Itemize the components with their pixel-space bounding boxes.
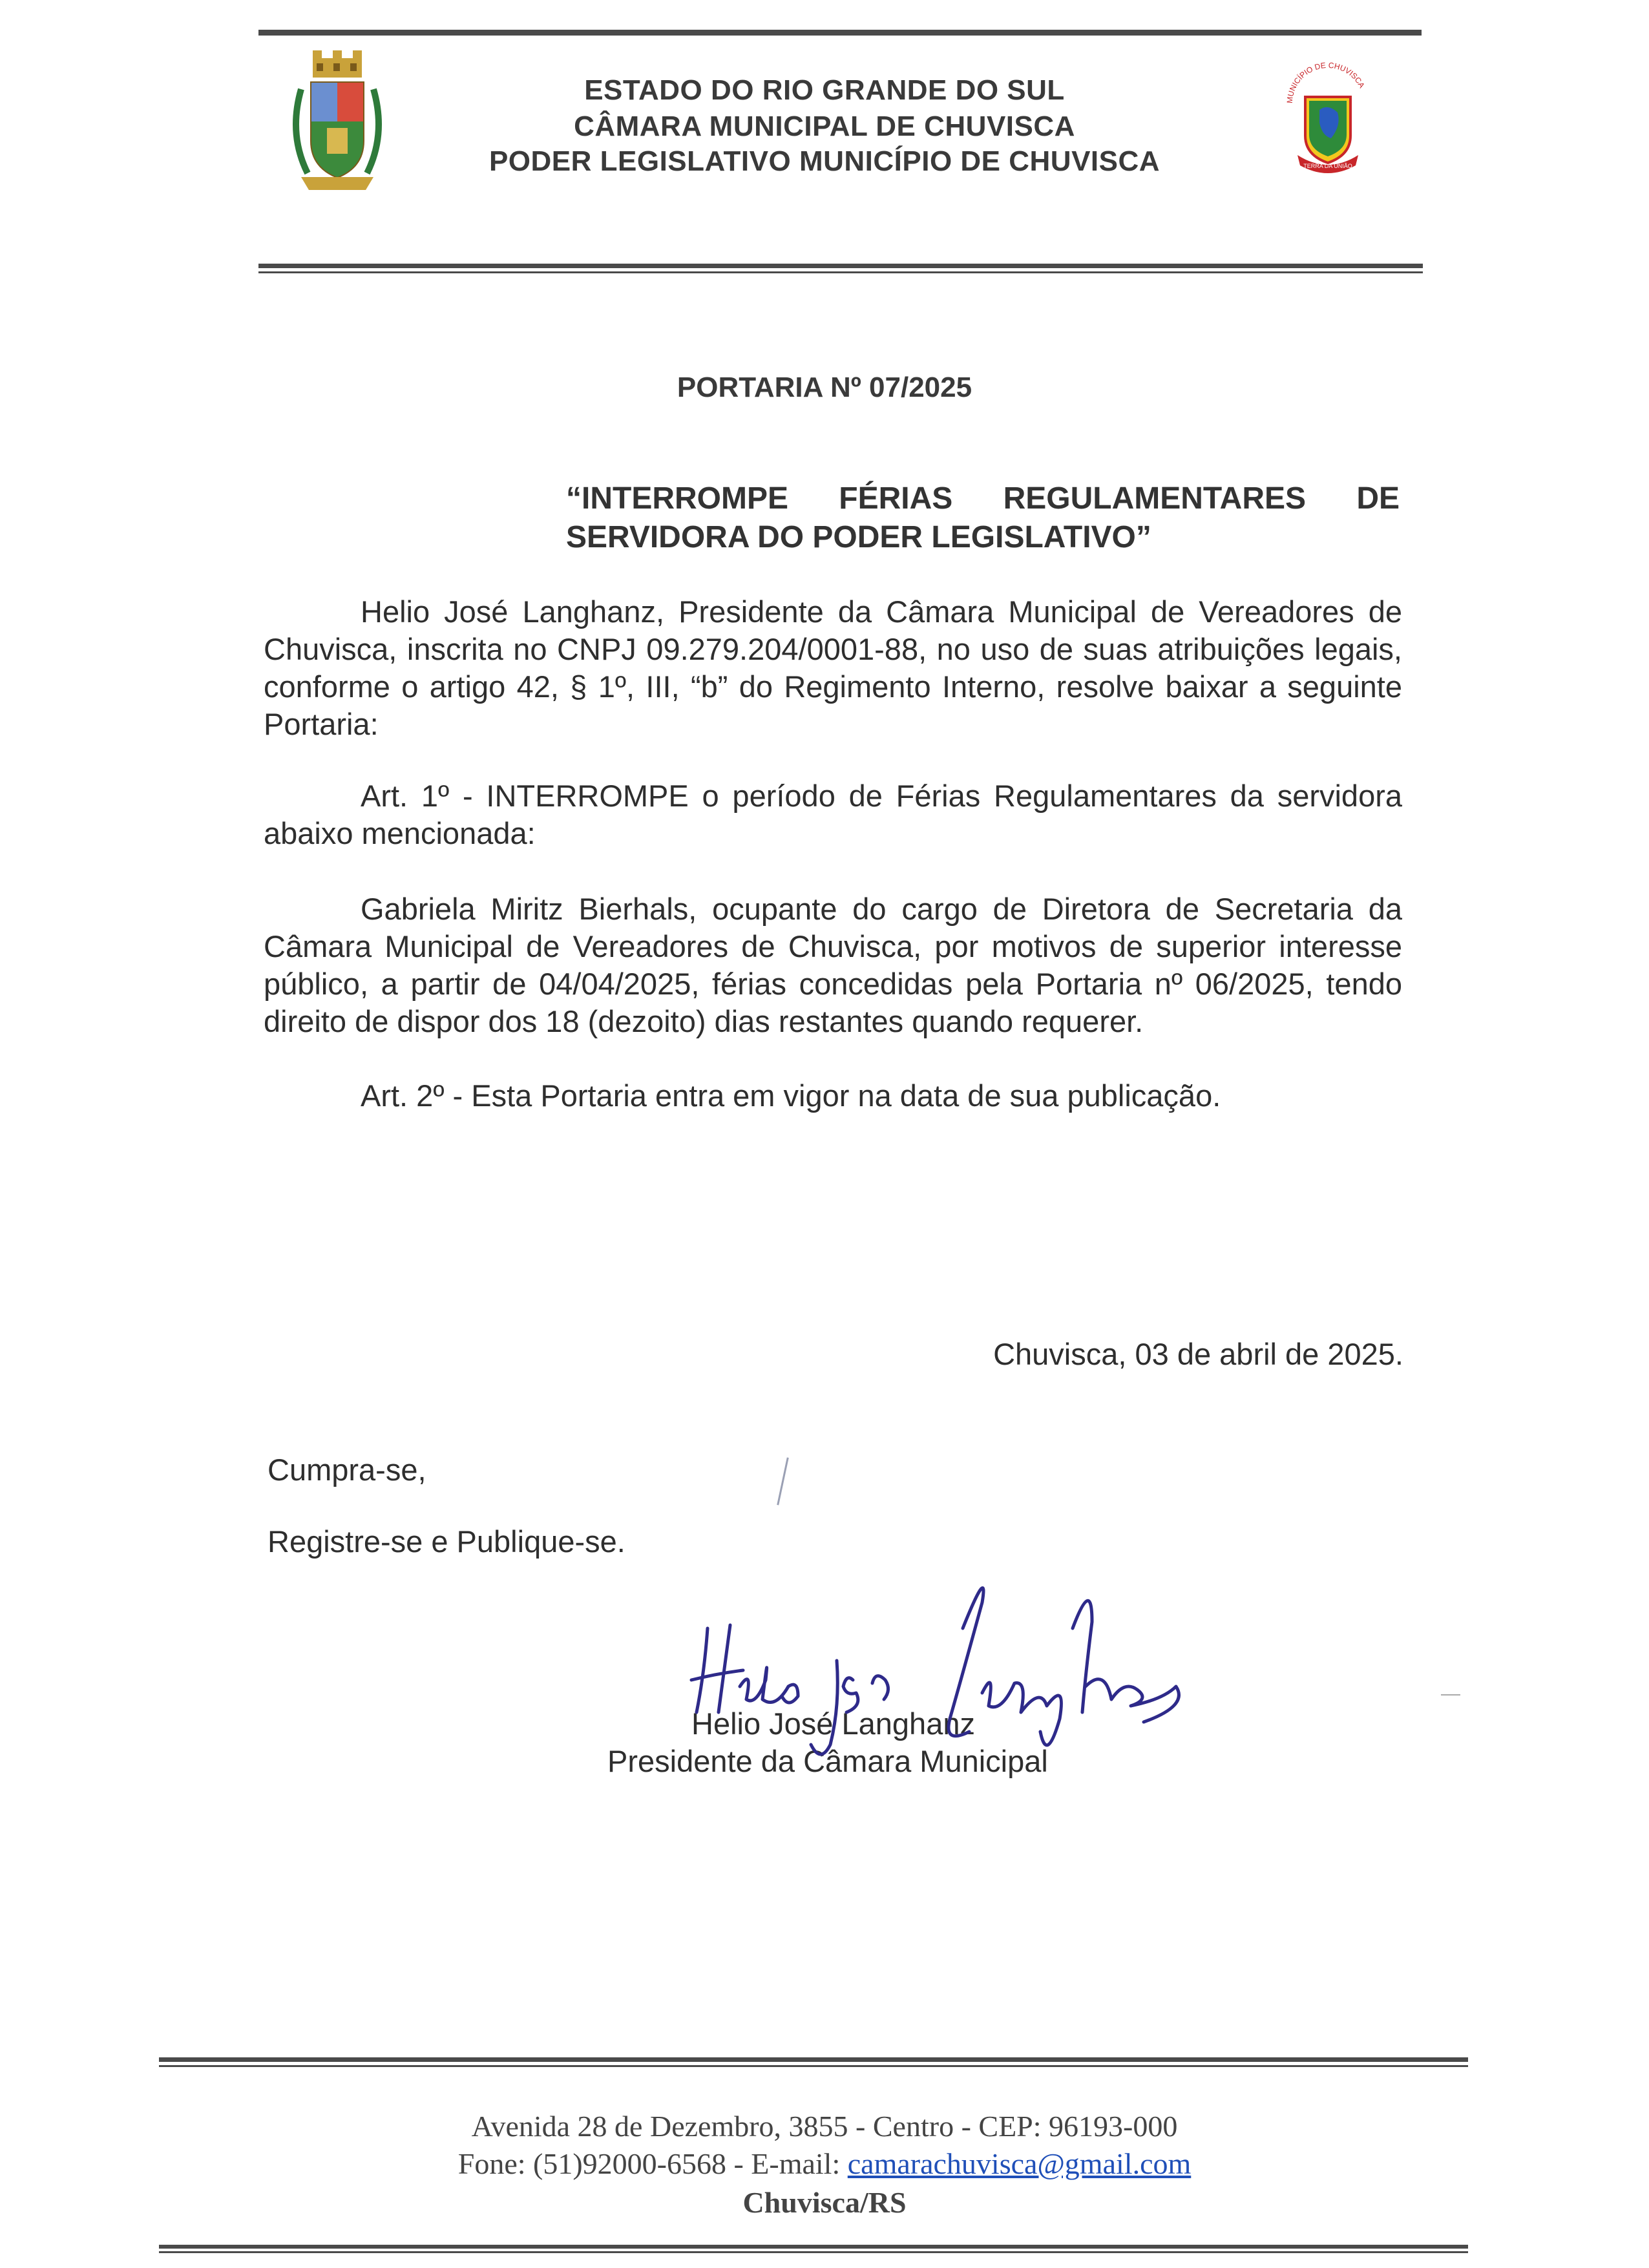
signatory-name: Helio José Langhanz bbox=[691, 1706, 975, 1741]
closing-registre-se: Registre-se e Publique-se. bbox=[268, 1524, 625, 1559]
document-date: Chuvisca, 03 de abril de 2025. bbox=[993, 1337, 1403, 1371]
header-chamber: CÂMARA MUNICIPAL DE CHUVISCA bbox=[574, 110, 1075, 142]
footer-phone: Fone: (51)92000-6568 - E-mail: bbox=[457, 2147, 848, 2180]
scan-mark bbox=[777, 1458, 789, 1506]
header-top-rule bbox=[258, 30, 1422, 36]
footer-bottom-rule-thin bbox=[159, 2251, 1468, 2253]
header-state: ESTADO DO RIO GRANDE DO SUL bbox=[584, 74, 1065, 106]
handwritten-signature-icon bbox=[678, 1551, 1189, 1783]
footer-email-link[interactable]: camarachuvisca@gmail.com bbox=[847, 2147, 1192, 2180]
municipal-seal-right-icon bbox=[1279, 58, 1376, 174]
footer-bottom-rule bbox=[159, 2245, 1468, 2249]
seal-motto: TERRA DA UNIÃO bbox=[1303, 163, 1352, 169]
footer-contact bbox=[0, 2145, 1649, 2183]
scan-mark-right bbox=[1441, 1694, 1460, 1696]
preamble-paragraph: Helio José Langhanz, Presidente da Câmara Municipal de Vereadores de Chuvisca, inscrita no CNPJ 09.279.204/0001-88, no uso de suas atribuições legais, conforme o artigo 42, § 1º, III, “b” do Regimento Interno, resolve baixar a seguinte Portaria: bbox=[264, 594, 1402, 741]
footer-top-rule bbox=[159, 2057, 1468, 2062]
article-1: Art. 1º - INTERROMPE o período de Férias Regulamentares da servidora abaixo mencionada: bbox=[264, 779, 1402, 850]
header-legislative: PODER LEGISLATIVO MUNICÍPIO DE CHUVISCA bbox=[488, 145, 1161, 177]
footer-top-rule-thin bbox=[159, 2065, 1468, 2067]
document-ementa: “INTERROMPE FÉRIAS REGULAMENTARES DE SERVIDORA DO PODER LEGISLATIVO” bbox=[566, 481, 1400, 554]
document-title: PORTARIA Nº 07/2025 bbox=[677, 372, 972, 403]
article-1-detail: Gabriela Miritz Bierhals, ocupante do cargo de Diretora de Secretaria da Câmara Municipal de Vereadores de Chuvisca, por motivos de superior interesse público, a partir de 04/04/2025, férias concedidas pela Portaria nº 06/2025, tendo direito de dispor dos 18 (dezoito) dias restantes quando requerer. bbox=[264, 892, 1402, 1038]
header-bottom-rule-thin bbox=[258, 271, 1423, 273]
footer-city: Chuvisca/RS bbox=[742, 2186, 907, 2219]
signatory-role: Presidente da Câmara Municipal bbox=[607, 1744, 1048, 1778]
header-bottom-rule bbox=[258, 264, 1423, 268]
footer-address: Avenida 28 de Dezembro, 3855 - Centro - CEP: 96193-000 bbox=[471, 2110, 1178, 2143]
closing-cumpra-se: Cumpra-se, bbox=[268, 1453, 426, 1487]
article-2: Art. 2º - Esta Portaria entra em vigor na data de sua publicação. bbox=[361, 1078, 1221, 1113]
seal-arc-text: MUNICÍPIO DE CHUVISCA bbox=[1285, 60, 1367, 104]
